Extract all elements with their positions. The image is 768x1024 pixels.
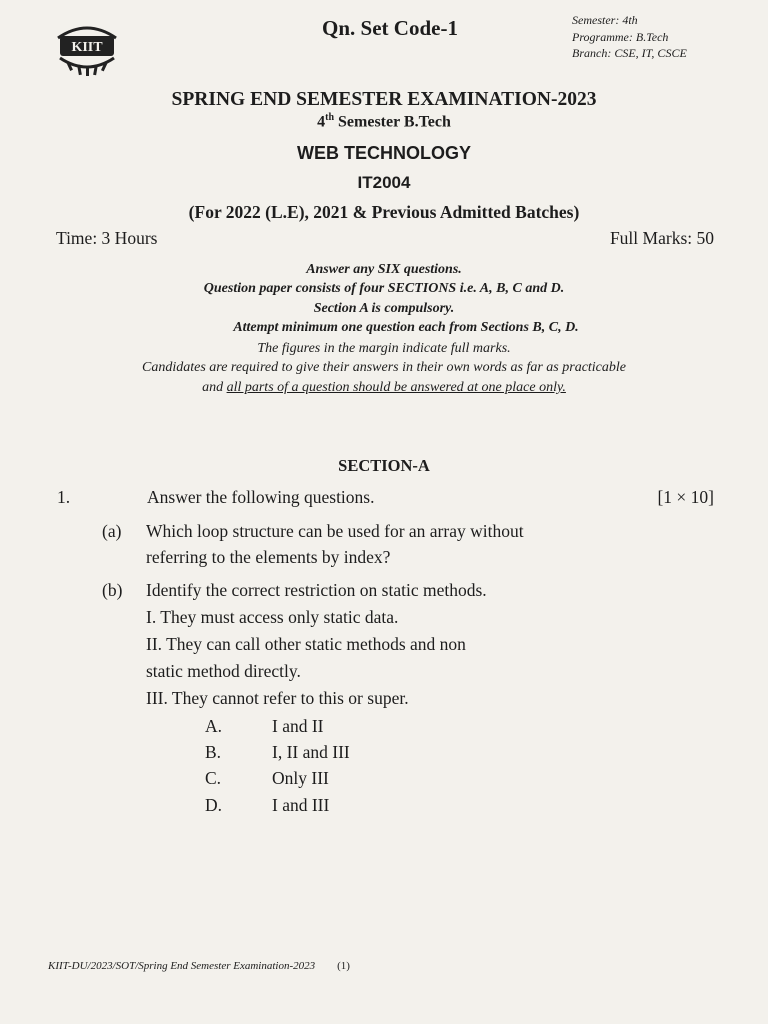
part-b-label: (b) xyxy=(102,580,123,600)
part-a-label: (a) xyxy=(102,521,122,541)
subject-name: WEB TECHNOLOGY xyxy=(297,143,471,163)
part-a-line-2: referring to the elements by index? xyxy=(146,547,391,567)
section-a-title: SECTION-A xyxy=(338,456,430,475)
option-letter: C. xyxy=(205,768,222,788)
option-letter: A. xyxy=(205,716,223,736)
statement-iii: III. They cannot refer to this or super. xyxy=(146,688,409,708)
batches-note: (For 2022 (L.E), 2021 & Previous Admitted Batches) xyxy=(188,202,580,222)
question-text: Answer the following questions. xyxy=(147,487,375,507)
statement-ii-line-1: II. They can call other static methods and non xyxy=(146,634,466,654)
full-marks: Full Marks: 50 xyxy=(609,228,714,248)
part-b-line-1: Identify the correct restriction on static methods. xyxy=(146,580,487,600)
option-letter: D. xyxy=(205,795,223,815)
instruction-4: Attempt minimum one question each from Sections B, C, D. xyxy=(233,320,579,335)
exam-semester: 4th Semester B.Tech xyxy=(317,112,451,131)
instruction-6: Candidates are required to give their answers in their own words as far as practicable xyxy=(141,360,627,375)
subject-code: IT2004 xyxy=(357,173,411,192)
exam-time: Time: 3 Hours xyxy=(56,228,158,248)
logo-text: KIIT xyxy=(71,40,103,55)
instruction-5: The figures in the margin indicate full marks. xyxy=(257,341,511,356)
question-set-code: Qn. Set Code-1 xyxy=(322,16,458,40)
semester-info: Semester: 4th xyxy=(572,13,638,27)
option-text: I, II and III xyxy=(272,742,350,762)
exam-title: SPRING END SEMESTER EXAMINATION-2023 xyxy=(171,89,597,110)
question-number: 1. xyxy=(57,487,71,507)
branch-info: Branch: CSE, IT, CSCE xyxy=(572,46,687,60)
statement-ii-line-2: static method directly. xyxy=(146,661,301,681)
statement-i: I. They must access only static data. xyxy=(146,607,399,627)
page-number: (1) xyxy=(337,960,350,972)
option-text: Only III xyxy=(272,768,329,788)
instruction-1: Answer any SIX questions. xyxy=(306,262,462,277)
footer: KIIT-DU/2023/SOT/Spring End Semester Examination-2023 (1) xyxy=(48,960,350,972)
option-text: I and II xyxy=(272,716,324,736)
instruction-3: Section A is compulsory. xyxy=(313,301,455,316)
option-text: I and III xyxy=(272,795,330,815)
option-letter: B. xyxy=(205,742,222,762)
part-a-line-1: Which loop structure can be used for an array without xyxy=(146,521,524,541)
instruction-2: Question paper consists of four SECTIONS i.e. A, B, C and D. xyxy=(203,281,565,296)
instruction-7: and all parts of a question should be answered at one place only. xyxy=(202,380,566,395)
programme-info: Programme: B.Tech xyxy=(572,30,669,44)
question-marks: [1 × 10] xyxy=(657,487,714,507)
